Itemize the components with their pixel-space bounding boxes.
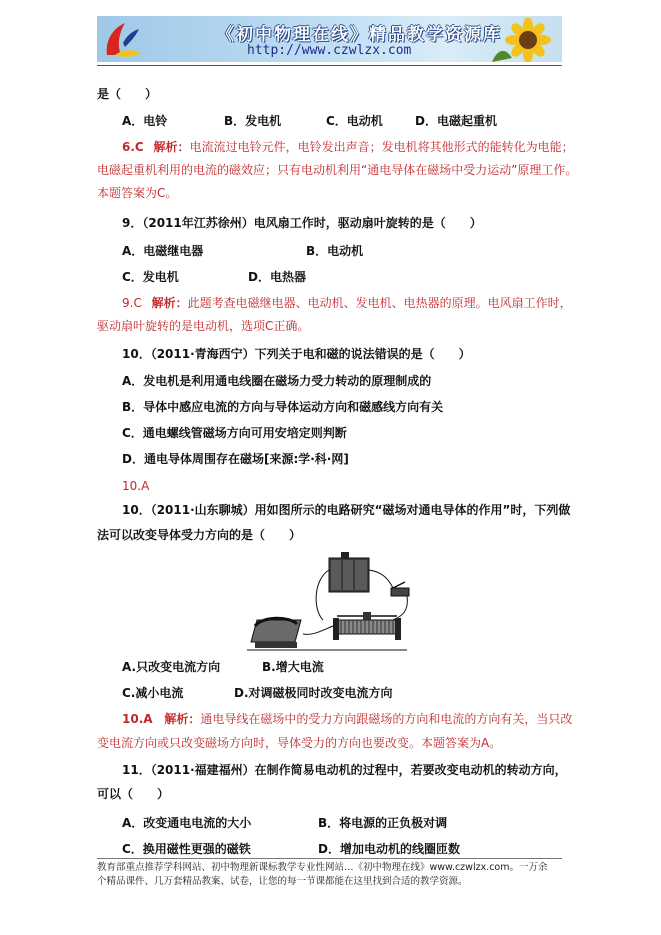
q10b-option-c: C.减小电流 bbox=[122, 686, 184, 700]
q10a-stem: 10．（2011·青海西宁）下列关于电和磁的说法错误的是（ ） bbox=[122, 347, 471, 361]
q8-option-c: C．电动机 bbox=[326, 114, 383, 128]
q10a-option-c: C．通电螺线管磁场方向可用安培定则判断 bbox=[122, 426, 347, 440]
banner-title: 《初中物理在线》精品教学资源库 bbox=[217, 25, 502, 45]
banner-url: http://www.czwlzx.com bbox=[247, 43, 412, 58]
q9-option-a: A．电磁继电器 bbox=[122, 244, 204, 258]
q11-option-b: B．将电源的正负极对调 bbox=[318, 816, 448, 830]
q11-option-a: A．改变通电电流的大小 bbox=[122, 816, 252, 830]
q11-option-c: C．换用磁性更强的磁铁 bbox=[122, 842, 251, 856]
q8-answer-tag: 解析： bbox=[153, 140, 190, 154]
site-logo-icon bbox=[101, 19, 145, 59]
q10a-option-b: B．导体中感应电流的方向与导体运动方向和磁感线方向有关 bbox=[122, 400, 444, 414]
q8-option-b: B．发电机 bbox=[224, 114, 282, 128]
header-divider bbox=[97, 65, 562, 66]
q11-stem-line2: 可以（ ） bbox=[97, 787, 170, 801]
q9-option-d: D．电热器 bbox=[248, 270, 306, 284]
q9-answer-text1: 此题考查电磁继电器、电动机、发电机、电热器的原理。电风扇工作时， bbox=[187, 296, 572, 310]
q10b-answer-line1 bbox=[122, 711, 572, 727]
q11-option-d: D．增加电动机的线圈匝数 bbox=[318, 842, 460, 856]
q10b-option-b: B.增大电流 bbox=[262, 660, 324, 674]
footer bbox=[97, 861, 567, 889]
q9-answer-line2: 驱动扇叶旋转的是电动机，选项C正确。 bbox=[97, 319, 310, 333]
q8-stem-tail: 是（ ） bbox=[97, 87, 158, 101]
q10b-answer-tag: 解析： bbox=[164, 712, 201, 726]
sunflower-icon bbox=[488, 18, 558, 62]
q10b-answer-label: 10.A bbox=[122, 712, 153, 726]
q10a-option-d: D．通电导体周围存在磁场[来源:学·科·网] bbox=[122, 452, 349, 466]
q10b-answer-line2: 变电流方向或只改变磁场方向时，导体受力的方向也要改变。本题答案为A。 bbox=[97, 736, 502, 750]
q8-option-d: D．电磁起重机 bbox=[415, 114, 497, 128]
q8-answer-label: 6.C bbox=[122, 140, 144, 154]
q9-option-b: B．电动机 bbox=[306, 244, 364, 258]
q10a-answer: 10.A bbox=[122, 479, 150, 493]
q9-stem: 9．（2011年江苏徐州）电风扇工作时，驱动扇叶旋转的是（ ） bbox=[122, 216, 482, 230]
footer-line2: 个精品课件、几万套精品教案、试卷，让您的每一节课都能在这里找到合适的教学资源。 bbox=[97, 876, 468, 887]
q9-answer-line1 bbox=[122, 295, 572, 311]
q10b-option-d: D.对调磁极同时改变电流方向 bbox=[234, 686, 393, 700]
q10b-stem-line1: 10．（2011·山东聊城）用如图所示的电路研究“磁场对通电导体的作用”时，下列做 bbox=[122, 503, 571, 517]
q9-option-c: C．发电机 bbox=[122, 270, 179, 284]
q8-answer-line3: 本题答案为C。 bbox=[97, 186, 178, 200]
q9-answer-label: 9.C bbox=[122, 296, 142, 310]
q10a-option-a: A．发电机是利用通电线圈在磁场力受力转动的原理制成的 bbox=[122, 374, 432, 388]
q8-option-a: A．电铃 bbox=[122, 114, 168, 128]
footer-line1: 教育部重点推荐学科网站、初中物理新课标教学专业性网站…《初中物理在线》www.czwlzx.com。一万余 bbox=[97, 862, 548, 873]
q10b-stem-line2: 法可以改变导体受力方向的是（ ） bbox=[97, 528, 302, 542]
q11-stem-line1: 11．（2011·福建福州）在制作简易电动机的过程中，若要改变电动机的转动方向， bbox=[122, 763, 567, 777]
header-banner bbox=[97, 16, 562, 62]
q8-answer-line1 bbox=[122, 139, 574, 155]
q10b-option-a: A.只改变电流方向 bbox=[122, 660, 221, 674]
footer-divider bbox=[97, 858, 562, 859]
q9-answer-tag: 解析： bbox=[151, 296, 188, 310]
q10b-answer-text1: 通电导线在磁场中的受力方向跟磁场的方向和电流的方向有关，当只改 bbox=[200, 712, 573, 726]
circuit-apparatus-figure bbox=[243, 550, 411, 654]
q8-answer-text1: 电流流过电铃元件，电铃发出声音；发电机将其他形式的能转化为电能； bbox=[189, 140, 574, 154]
q8-answer-line2: 电磁起重机利用的电流的磁效应；只有电动机利用“通电导体在磁场中受力运动”原理工作。 bbox=[97, 163, 578, 177]
